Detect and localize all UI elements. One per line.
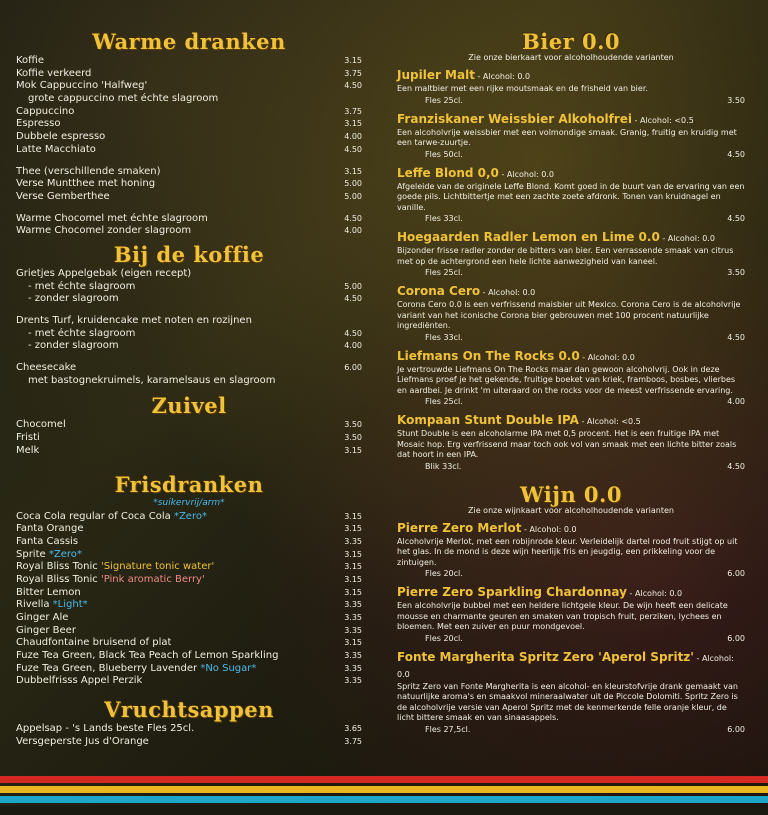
menu-item-price: 3.75 [344, 68, 362, 78]
product-price: 4.50 [727, 461, 745, 471]
zuivel-list [16, 419, 362, 457]
product-title-line [397, 68, 745, 84]
decorative-stripe-dark [0, 806, 768, 815]
menu-item [16, 144, 362, 157]
product-title-line [397, 230, 745, 246]
product-price: 6.00 [727, 569, 745, 578]
menu-item-extra: 'Pink aromatic Berry' [100, 573, 205, 585]
right-column [397, 0, 745, 735]
product-volume-row [397, 149, 745, 160]
menu-item-price: 3.35 [344, 625, 362, 635]
product-price: 6.00 [727, 724, 745, 734]
row-spacer [16, 353, 362, 362]
product-volume: Fles 50cl. [425, 149, 463, 159]
product-alcohol: - Alcohol: <0.5 [578, 417, 641, 426]
wijn-list [397, 521, 745, 735]
product-description: Bijzonder frisse radler zonder de bitters van bier. Een verrassende smaak van citrus met op de achtergrond een hele lichte aanwezigheid van kaneel. [397, 246, 734, 266]
product-price: 3.50 [727, 95, 745, 105]
menu-item-price: 4.50 [344, 144, 362, 154]
menu-item [16, 587, 362, 600]
product-volume: Fles 33cl. [425, 332, 463, 342]
menu-item-name: Appelsap - 's Lands beste Fles 25cl. [16, 723, 195, 735]
menu-item-name: Royal Bliss Tonic [16, 561, 101, 573]
menu-item-name: Drents Turf, kruidencake met noten en rozijnen [16, 315, 252, 326]
menu-item-price: 3.15 [344, 638, 362, 648]
product-description: Alcoholvrije Merlot, met een robijnrode kleur. Verleidelijk dartel rood fruit stijgt op uit het glas. In de mond is deze wijn heerlijk fris en jeugdig, een prikkeling voor de zintuigen. [397, 536, 738, 567]
menu-item [16, 80, 362, 93]
product-alcohol: - Alcohol: 0.0 [521, 524, 577, 534]
menu-item-price: 3.35 [344, 676, 362, 686]
product-description: Afgeleide van de originele Leffe Blond. Komt goed in de buurt van de ervaring van een goede pils. Lichtbittertje met een zachte zoete afdronk. Tonen van kruidnagel en vanille. [397, 181, 745, 212]
menu-item [16, 178, 362, 191]
product-name: Pierre Zero Merlot [397, 520, 522, 535]
menu-item-name: Koffie [16, 55, 44, 66]
menu-item-name: Bitter Lemon [16, 586, 81, 598]
product-alcohol: - Alcohol: 0.0 [397, 653, 734, 679]
menu-item [16, 445, 362, 458]
menu-item-price: 3.15 [344, 524, 362, 534]
menu-item [16, 68, 362, 81]
product-name: Fonte Margherita Spritz Zero 'Aperol Spritz' [397, 649, 694, 664]
product-description: Spritz Zero van Fonte Margherita is een alcohol- en kleurstofvrije drank gemaakt van natuurlijke aroma's en smaakvol mineraalwater uit de Piccole Dolomiti. Spritz Zero is de alcoholvrije versie van Aperol Spritz met de kenmerkende felle oranje kleur, de licht bittere smaak en van sinaasappels. [397, 681, 738, 722]
menu-item-name: Ginger Ale [16, 612, 69, 623]
menu-item-name: Warme Chocomel met échte slagroom [16, 212, 208, 224]
menu-item-price: 4.50 [344, 213, 362, 223]
product-title-line [397, 166, 745, 182]
product-title-line [397, 585, 745, 601]
product-alcohol: - Alcohol: 0.0 [474, 72, 531, 81]
menu-item-name: Mok Cappuccino 'Halfweg' [16, 80, 148, 92]
menu-item-name: - met échte slagroom [28, 327, 136, 339]
menu-item [16, 225, 362, 238]
product-volume-row [397, 267, 745, 278]
decorative-stripe-yellow [0, 786, 768, 793]
bier-note: Zie onze bierkaart voor alcoholhoudende varianten [468, 53, 674, 62]
product-description: Een alcoholvrije bubbel met een heldere lichtgele kleur. De wijn heeft een delicate mousse en charmante geuren en smaken van tropisch fruit, perziken, lychees en bloemen. Met een zuiver en puur mondgevoel. [397, 601, 728, 631]
product-price: 4.50 [727, 214, 745, 223]
menu-item [16, 419, 362, 432]
product-volume-row [397, 396, 745, 407]
product-item [397, 284, 745, 343]
product-volume: Blik 33cl. [425, 461, 462, 471]
menu-item-name: Cheesecake [16, 362, 77, 374]
menu-item-price: 5.00 [344, 179, 362, 189]
menu-item [16, 166, 362, 179]
product-alcohol: - Alcohol: 0.0 [626, 589, 683, 598]
menu-item [16, 675, 362, 688]
menu-item-name: Thee (verschillende smaken) [16, 165, 161, 177]
menu-item-price: 6.00 [344, 363, 362, 373]
menu-item-price: 3.15 [344, 56, 362, 65]
menu-item-name: Cappuccino [16, 105, 75, 117]
menu-item-name: Coca Cola regular of Coca Cola [16, 510, 174, 522]
menu-item-price: 3.15 [344, 549, 362, 559]
product-title-line [397, 413, 745, 429]
section-title-frisdranken: Frisdranken [114, 471, 264, 497]
menu-item [16, 637, 362, 650]
menu-item [16, 315, 362, 328]
menu-item [16, 281, 362, 294]
product-name: Jupiler Malt [397, 68, 475, 82]
product-volume-row [397, 461, 745, 472]
menu-item-extra: *No Sugar* [200, 662, 257, 674]
menu-item-name: Chaudfontaine bruisend of plat [16, 637, 172, 649]
menu-item-name: - met échte slagroom [28, 280, 136, 292]
bij-de-koffie-list [16, 268, 362, 388]
product-volume-row [397, 568, 745, 579]
product-item [397, 413, 745, 472]
product-title-line [397, 284, 745, 300]
menu-item-name: Dubbelfrisss Appel Perzik [16, 675, 143, 687]
menu-item-price: 3.65 [344, 724, 362, 734]
product-description: Een alcoholvrije weissbier met een volmondige smaak. Granig, fruitig en kruidig met een tarwe-zuurtje. [397, 127, 737, 147]
menu-item-price: 4.50 [344, 81, 362, 91]
product-alcohol: - Alcohol: 0.0 [659, 234, 715, 243]
menu-item-name: Ginger Beer [16, 624, 76, 636]
row-spacer [16, 204, 362, 213]
product-item [397, 521, 745, 580]
menu-item [16, 340, 362, 353]
section-title-bier: Bier 0.0 [522, 29, 620, 54]
menu-item-name: Rivella [16, 599, 53, 611]
product-item [397, 112, 745, 160]
menu-item-price: 5.00 [344, 191, 362, 201]
menu-item [16, 650, 362, 663]
menu-item-name: - zonder slagroom [28, 340, 119, 352]
menu-item [16, 191, 362, 204]
product-description: Stunt Double is een alcoholarme IPA met 0,5 procent. Het is een fruitige IPA met Mosaic hop. Erg verfrissend maar toch ook vol van smaak met een lichte bitter zoals dat hoort in een IPA. [397, 429, 737, 459]
menu-item-price: 3.50 [344, 433, 362, 443]
product-alcohol: - Alcohol: 0.0 [579, 352, 635, 362]
product-price: 3.50 [727, 268, 745, 277]
menu-item [16, 523, 362, 536]
product-volume: Fles 25cl. [425, 95, 463, 105]
menu-item-price: 3.15 [344, 166, 362, 176]
product-title-line [397, 650, 745, 682]
menu-item [16, 118, 362, 131]
product-alcohol: - Alcohol: <0.5 [631, 115, 694, 125]
menu-item-name: Fuze Tea Green, Black Tea Peach of Lemon Sparkling [16, 650, 279, 662]
product-name: Franziskaner Weissbier Alkoholfrei [397, 111, 632, 126]
menu-item-name: grote cappuccino met échte slagroom [28, 93, 219, 105]
product-description: Een maltbier met een rijke moutsmaak en de frisheid van bier. [397, 84, 648, 93]
menu-item [16, 663, 362, 676]
menu-item-price: 3.15 [344, 587, 362, 597]
menu-item [16, 511, 362, 524]
menu-item-price: 3.15 [344, 511, 362, 521]
product-name: Pierre Zero Sparkling Chardonnay [397, 585, 627, 599]
warme-dranken-list [16, 55, 362, 238]
menu-item-name: met bastognekruimels, karamelsaus en slagroom [28, 374, 276, 386]
menu-item-price: 3.75 [344, 106, 362, 116]
menu-item-price: 3.35 [344, 663, 362, 673]
menu-item-name: Fuze Tea Green, Blueberry Lavender [16, 662, 201, 674]
menu-item [16, 625, 362, 638]
menu-item [16, 432, 362, 445]
menu-item [16, 599, 362, 612]
product-volume-row [397, 633, 745, 644]
frisdranken-list [16, 511, 362, 689]
menu-item-price: 3.35 [344, 536, 362, 546]
product-volume: Fles 20cl. [425, 569, 463, 578]
product-price: 6.00 [727, 633, 745, 643]
product-alcohol: - Alcohol: 0.0 [480, 288, 536, 297]
menu-item-price: 3.50 [344, 420, 362, 430]
menu-item-name: Grietjes Appelgebak (eigen recept) [16, 267, 192, 279]
menu-item [16, 536, 362, 549]
menu-item [16, 549, 362, 562]
menu-item [16, 293, 362, 306]
product-description: Corona Cero 0.0 is een verfrissend maisbier uit Mexico. Corona Cero is de alcoholvrije variant van het iconische Corona bier gebrouwen met 100 procent natuurlijke ingrediënten. [397, 300, 741, 330]
menu-item-price: 4.50 [344, 294, 362, 304]
menu-item-name: - zonder slagroom [28, 293, 119, 305]
menu-item-price: 3.35 [344, 613, 362, 622]
product-title-line [397, 349, 745, 365]
product-volume: Fles 27,5cl. [425, 724, 471, 734]
menu-item-name: Fanta Cassis [16, 535, 79, 547]
left-column [16, 0, 362, 749]
menu-item [16, 362, 362, 375]
product-item [397, 230, 745, 278]
vruchtsappen-list [16, 723, 362, 748]
product-volume-row [397, 332, 745, 343]
product-name: Hoegaarden Radler Lemon en Lime 0.0 [397, 230, 660, 244]
menu-item [16, 375, 362, 388]
menu-item [16, 612, 362, 625]
section-title-zuivel: Zuivel [151, 393, 227, 419]
menu-item-name: Sprite [16, 548, 49, 560]
menu-item-price: 4.50 [344, 328, 362, 338]
menu-item-name: Chocomel [16, 419, 66, 431]
menu-item-name: Royal Bliss Tonic [16, 573, 101, 585]
menu-item-name: Koffie verkeerd [16, 67, 92, 79]
menu-item [16, 328, 362, 341]
menu-item [16, 736, 362, 749]
menu-item-name: Verse Muntthee met honing [16, 178, 156, 190]
section-title-wijn: Wijn 0.0 [520, 481, 622, 507]
product-item [397, 585, 745, 644]
product-alcohol: - Alcohol: 0.0 [498, 169, 555, 179]
menu-item-name: Warme Chocomel zonder slagroom [16, 225, 192, 237]
product-name: Kompaan Stunt Double IPA [397, 413, 579, 427]
menu-item-price: 5.00 [344, 281, 362, 291]
product-price: 4.00 [727, 397, 745, 406]
menu-item-price: 3.75 [344, 736, 362, 746]
menu-item-price: 3.15 [344, 445, 362, 455]
product-item [397, 349, 745, 408]
menu-item-name: Dubbele espresso [16, 131, 106, 143]
menu-item-extra: 'Signature tonic water' [100, 561, 215, 573]
menu-item-extra: *Zero* [48, 548, 82, 560]
menu-item [16, 574, 362, 587]
section-title-vruchtsappen: Vruchtsappen [104, 697, 274, 723]
product-item [397, 650, 745, 735]
menu-item-price: 4.00 [344, 132, 362, 142]
section-title-bij-de-koffie: Bij de koffie [113, 241, 265, 267]
menu-item [16, 723, 362, 736]
menu-item-name: Fanta Orange [16, 523, 84, 535]
menu-item-extra: *Light* [52, 599, 88, 611]
row-spacer [16, 157, 362, 166]
menu-item-price: 3.15 [344, 119, 362, 129]
product-volume: Fles 25cl. [425, 397, 463, 406]
menu-item [16, 55, 362, 68]
menu-item-price: 3.15 [344, 574, 362, 584]
menu-item-name: Latte Macchiato [16, 143, 96, 155]
decorative-stripe-blue [0, 796, 768, 803]
menu-item-name: Melk [16, 444, 40, 456]
product-name: Leffe Blond 0,0 [397, 165, 499, 180]
menu-item [16, 93, 362, 106]
bier-list [397, 68, 745, 472]
product-volume: Fles 20cl. [425, 633, 463, 643]
menu-item [16, 213, 362, 226]
menu-item-extra: *Zero* [173, 510, 207, 522]
menu-item-name: Versgeperste Jus d'Orange [16, 735, 149, 747]
menu-item [16, 561, 362, 574]
product-description: Je vertrouwde Liefmans On The Rocks maar dan gewoon alcoholvrij. Ook in deze Liefmans proef je het gekende, fruitige boeket van kriek, framboos, bosbes, vlierbes en aardbei. Je drinkt 'm uiteraard on the rocks voor de meest verfrissende ervaring. [397, 364, 736, 395]
wijn-note: Zie onze wijnkaart voor alcoholhoudende varianten [468, 505, 674, 515]
product-title-line [397, 112, 745, 128]
menu-item-price: 3.35 [344, 651, 362, 661]
product-volume: Fles 25cl. [425, 268, 463, 277]
menu-item [16, 131, 362, 144]
menu-item [16, 106, 362, 119]
menu-item-name: Fristi [16, 432, 40, 444]
product-volume-row [397, 724, 745, 735]
menu-item-price: 4.00 [344, 226, 362, 236]
product-price: 4.50 [727, 332, 745, 342]
section-title-warme-dranken: Warme dranken [92, 29, 286, 54]
product-volume: Fles 33cl. [425, 214, 463, 223]
menu-item-name: Verse Gemberthee [16, 190, 110, 202]
product-title-line [397, 521, 745, 537]
menu-item-price: 3.35 [344, 600, 362, 610]
menu-item-price: 4.00 [344, 341, 362, 351]
product-item [397, 166, 745, 225]
menu-item-name: Espresso [16, 118, 61, 130]
product-price: 4.50 [727, 149, 745, 159]
product-volume-row [397, 213, 745, 224]
menu-item [16, 268, 362, 281]
product-name: Corona Cero [397, 284, 481, 298]
menu-item-price: 3.15 [344, 562, 362, 572]
frisdranken-note: *suikervrij/arm* [153, 497, 225, 508]
product-name: Liefmans On The Rocks 0.0 [397, 348, 580, 363]
decorative-stripe-red [0, 776, 768, 783]
product-volume-row [397, 95, 745, 106]
row-spacer [16, 306, 362, 315]
product-item [397, 68, 745, 106]
